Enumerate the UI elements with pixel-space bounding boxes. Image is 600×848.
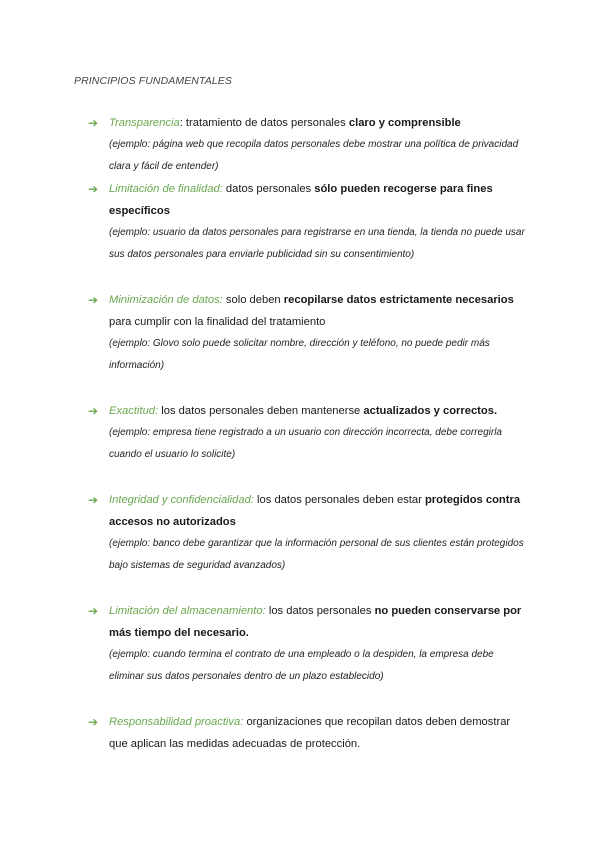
spacer	[88, 577, 528, 600]
principle-text: los datos personales	[268, 605, 375, 617]
principle-limitacion-almacenamiento	[88, 600, 528, 688]
spacer	[88, 266, 528, 289]
spacer	[88, 688, 528, 711]
arrow-right-icon: ➔	[88, 604, 99, 618]
principle-bold: recopilarse datos estrictamente necesarios	[283, 294, 514, 306]
section-title: PRINCIPIOS FUNDAMENTALES	[74, 75, 232, 87]
principle-exactitud	[88, 400, 528, 466]
spacer	[88, 466, 528, 489]
principle-bold: sólo pueden recogerse para fines específicos	[109, 183, 493, 217]
principle-term: Exactitud:	[109, 405, 159, 417]
principle-minimizacion	[88, 289, 528, 377]
principle-text-after: para cumplir con la finalidad del tratamiento	[109, 316, 326, 328]
arrow-right-icon: ➔	[88, 116, 99, 130]
principle-example: (ejemplo: cuando termina el contrato de una empleado o la despiden, la empresa debe eliminar sus datos personales dentro de un plazo establecido)	[109, 649, 494, 682]
principle-bold: claro y comprensible	[348, 117, 461, 129]
principles-list	[88, 112, 528, 755]
principle-bold: actualizados y correctos.	[363, 405, 498, 417]
principle-bold: protegidos contra accesos no autorizados	[109, 494, 521, 528]
principle-transparencia	[88, 112, 528, 178]
principle-responsabilidad	[88, 711, 528, 755]
principle-separator: :	[179, 117, 186, 129]
principle-text: los datos personales deben mantenerse	[161, 405, 364, 417]
arrow-right-icon: ➔	[88, 493, 99, 507]
spacer	[88, 377, 528, 400]
principle-text: solo deben	[225, 294, 284, 306]
principle-limitacion-finalidad	[88, 178, 528, 266]
principle-text: datos personales	[225, 183, 315, 195]
principle-term: Limitación del almacenamiento:	[109, 605, 266, 617]
principle-term: Integridad y confidencialidad:	[109, 494, 254, 506]
principle-bold: no pueden conservarse por más tiempo del necesario.	[109, 605, 522, 639]
principle-example: (ejemplo: página web que recopila datos personales debe mostrar una política de privacidad clara y fácil de entender)	[109, 139, 519, 172]
principle-text: organizaciones que recopilan datos deben demostrar que aplican las medidas adecuadas de protección.	[109, 716, 511, 750]
arrow-right-icon: ➔	[88, 293, 99, 307]
arrow-right-icon: ➔	[88, 715, 99, 729]
principle-term: Limitación de finalidad:	[109, 183, 223, 195]
principle-text: los datos personales deben estar	[257, 494, 425, 506]
principle-example: (ejemplo: Glovo solo puede solicitar nombre, dirección y teléfono, no puede pedir más información)	[109, 338, 490, 371]
principle-integridad	[88, 489, 528, 577]
principle-example: (ejemplo: usuario da datos personales para registrarse en una tienda, la tienda no puede usar sus datos personales para enviarle publicidad sin su consentimiento)	[109, 227, 525, 260]
arrow-right-icon: ➔	[88, 404, 99, 418]
principle-term: Transparencia	[109, 117, 180, 129]
principle-example: (ejemplo: banco debe garantizar que la información personal de sus clientes están protegidos bajo sistemas de seguridad avanzados)	[109, 538, 524, 571]
principle-term: Responsabilidad proactiva:	[109, 716, 244, 728]
arrow-right-icon: ➔	[88, 182, 99, 196]
principle-term: Minimización de datos:	[109, 294, 223, 306]
principle-example: (ejemplo: empresa tiene registrado a un usuario con dirección incorrecta, debe corregirla cuando el usuario lo solicite)	[109, 427, 502, 460]
principle-text: tratamiento de datos personales	[185, 117, 349, 129]
